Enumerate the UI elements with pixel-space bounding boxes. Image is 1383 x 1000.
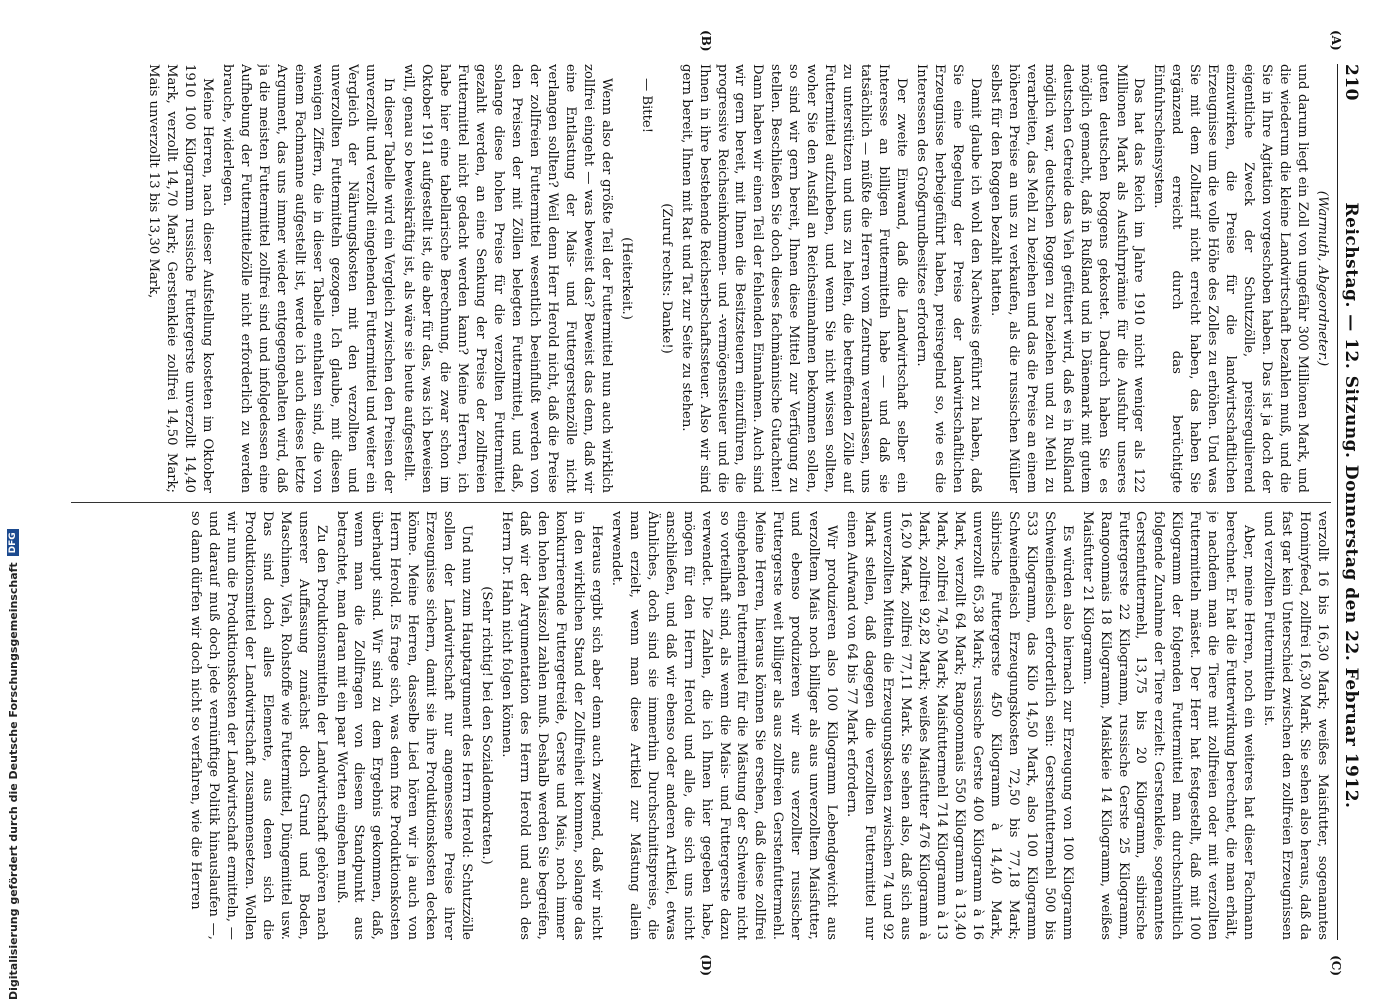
speaker-line: (Warmuth, Abgeordneter.) [1315,190,1330,367]
page-title: Reichstag. — 12. Sitzung. Donnerstag den 22. Februar 1912. [1341,202,1361,809]
page-header [1337,64,1361,940]
interjection: (Heiterkeit.) [618,237,634,320]
margin-mark-c: (C) [1329,955,1343,976]
paragraph: Es würden also hiernach zur Erzeugung von 100 Kilogramm Schweinefleisch erforderlich sein: Gerstenfuttermehl 500 bis 533 Kilogramm, das Kilo 14,50 Mark, also 100 Kilogramm Schweinefleisch Erzeugungskosten 72,50 bis 77,18 Mark; sibirische Futtergerste 450 Kilogramm à 14,40 Mark, unverzollt 65,38 Mark; russische Gerste 400 Kilogramm à 16 Mark, verzollt 64 Mark; Rangoonmais 550 Kilogramm à 13,40 Mark, zollfrei 74,50 Mark; Maisfuttermehl 714 Kilogramm à 13 Mark, zollfrei 92,82 Mark; weißes Maisfutter 476 Kilogramm à 16,20 Mark, zollfrei 77,11 Mark. Sie sehen also, daß sich aus unverzollten Mitteln die Erzeugungskosten zwischen 74 und 92 Mark stellen, daß dagegen die verzollten Futtermittel nur einen Aufwand von 64 bis 77 Mark erfordern. [844,511,1075,940]
paragraph: Das hat das Reich im Jahre 1910 nicht weniger als 122 Millionen Mark als Ausfuhrprämie für die Ausfuhr unseres guten deutschen Roggens gekostet. Dadurch haben Sie es möglich gemacht, daß in Rußland und in Dänemark mit gutem deutschen Getreide das Vieh gefüttert wird, daß es in Rußland möglich war, deutschen Roggen zu beziehen und zu Mehl zu verarbeiten, das Mehl zu beziehen und das die Preise an einem höheren Preise an uns zu verkaufen, als die russischen Müller selbst für den Roggen bezahlt hatten. [987,64,1147,493]
paragraph: In dieser Tabelle wird ein Vergleich zwischen den Preisen der unverzollt und verzollt eingehenden Futtermittel und weiter ein Vergleich der Nährungskosten mit den verzollten und unverzollten Futtermitteln gezogen. Ich glaube, mit diesen wenigen Ziffern, die in dieser Tabelle enthalten sind, die von einem Fachmanne aufgestellt ist, werde ich auch dieses letzte Argument, das uns immer wieder entgegengehalten wird, daß ja die meisten Futtermittel zollfrei sind und infolgedessen eine Aufhebung der Futtermittelzölle nicht erforderlich zu werden brauche, widerlegen. [219,64,397,493]
paragraph: Der zweite Einwand, daß die Landwirtschaft selber ein Interesse an billigen Futtermitteln habe — und daß sie tatsächlich — müßte die Herren vom Zentrum veranlassen, uns zu unterstützen und uns zu helfen, die betreffenden Zölle auf Futtermittel aufzuheben, und wenn Sie nicht wissen sollten, woher Sie den Ausfall an Reichseinnahmen bekommen sollen, so sind wir gern bereit, Ihnen diese Mittel zur Verfügung zu stellen. Beschließen Sie doch dieses fachmännische Gutachten! Dann haben wir einen Teil der fehlenden Einnahmen. Auch sind wir gern bereit, mit Ihnen die Besitzsteuern einzuführen, die progressive Reichseinkommen- und -vermögenssteuer und die Ihnen in ihre bestehende Reichserbschaftssteuer. Also wir sind gern bereit, Ihnen mit Rat und Tat zur Seite zu stehen. [678,64,910,493]
interjection: (Sehr richtig! bei den Sozialdemokraten.) [479,586,495,865]
dfg-logo: DFG [7,529,19,556]
credit-text: Digitalisierung gefördert durch die Deutsche Forschungsgemeinschaft [6,562,20,1000]
paragraph: Und nun zum Hauptargument des Herrn Herold: Schutzzölle sollen der Landwirtschaft nur angemessene Preise ihrer Erzeugnisse sichern, damit sie ihre Produktionskosten decken könne. Meine Herren, dasselbe Lied hören wir ja auch von Herrn Herold. Es frage sich, was denn fixe Produktionskosten überhaupt sind. Wir sind zu dem Ergebnis gekommen, daß, wenn man die Zollfragen von diesem Standpunkt aus betrachtet, man daran mit ein paar Worten eingehen muß. [333,511,475,940]
document-page [25,0,1383,1000]
paragraph: und darum liegt ein Zoll von ungefähr 300 Millionen Mark, und die wiederum die kleine Landwirtschaft bezahlen muß, und die Sie in Ihre Agitation vorgeschoben haben. Das ist ja doch der eigentliche Zweck der Schutzzölle, preisregulierend einzuwirken, die Preise für die landwirtschaftlichen Erzeugnisse um die volle Höhe des Zolles zu erhöhen. Und was Sie mit dem Zolltarif nicht erreicht haben, das haben Sie ergänzend erreicht durch das berüchtigte Einfuhrscheinsystem. [1151,64,1311,493]
paragraph: Wenn also der größte Teil der Futtermittel nun auch wirklich zollfrei eingeht — was beweist das? Beweist das denn, daß wir eine Entlastung der Mais- und Futtergerstenzölle nicht verlangen sollten? Weil denn Herr Herold nicht, daß die Preise der zollfreien Futtermittel wesentlich beeinflußt werden von den Preisen der mit Zöllen belegten Futtermittel, und daß, solange diese hohen Preise für die verzollten Futtermittel gezahlt werden, an eine Senkung der Preise der zollfreien Futtermittel nicht gedacht werden kann? Meine Herren, ich habe hier eine tabellarische Berechnung, die zwar schon im Oktober 1911 aufgestellt ist, die aber für das, was ich beweisen will, genau so beweiskräftig ist, als wäre sie heute aufgestellt. [401,64,614,493]
text-columns [71,64,1331,940]
interjection: (Zuruf rechts: Danke!) [658,203,674,354]
paragraph: Aber, meine Herren, noch ein weiteres hat dieser Fachmann berechnet. Er hat die Futterwirkung berechnet, die man erhält, je nachdem man die Tiere mit zollfreien oder mit verzollten Futtermitteln mästet. Der Herr hat festgestellt, daß mit 100 Kilogramm der folgenden Futtermittel man durchschnittlich folgende Zunahme der Tiere erzielt: Gerstenkleie, sogenanntes Gerstenfuttermehl, 13,75 bis 20 Kilogramm, sibirische Futtergerste 22 Kilogramm, russische Gerste 25 Kilogramm, Rangoonmais 18 Kilogramm, Maiskleie 14 Kilogramm, weißes Maisfutter 21 Kilogramm. [1079,511,1257,940]
margin-mark-d: (D) [699,954,713,976]
margin-mark-a: (A) [1329,30,1343,51]
paragraph: Wir produzieren also 100 Kilogramm Lebendgewicht aus verzolltem Mais noch billiger als aus unverzolltem Maisfutter, und ebenso produzieren wir aus verzollter russischer Futtergerste weit billiger als aus zollfreien Gerstenfuttermehl. Meine Herren, hieraus können Sie ersehen, daß diese zollfrei eingehenden Futtermittel für die Mästung der Schweine nicht so vorteilhaft sind, als wenn die Mais- und Futtergerste dazu verwendet. Die Zahlen, die ich Ihnen hier gegeben habe, mögen für den Herrn Herold und alle, die sich uns nicht anschließen, und daß wir ebenso oder anderen Artikel, etwas Ähnliches, doch sind sie immerhin Durchschnittspreise, die man erzielt, wenn man diese Artikel zur Mästung allein verwendet. [608,511,840,940]
digitization-credit [2,532,24,1000]
paragraph: Zu den Produktionsmitteln der Landwirtschaft gehören nach unserer Auffassung zunächst doch Grund und Boden, Maschinen, Vieh, Rohstoffe wie Futtermittel, Düngemittel usw. Das sind doch alles Elemente, aus denen sich die Produktionsmittel der Landwirtschaft zusammensetzen. Wollen wir nun die Produktionskosten der Landwirtschaft ermitteln, — und darauf muß doch jede vernünftige Politik hinauslaufen —, so dann dürfen wir doch nicht so verfahren, wie die Herren [187,511,329,940]
paragraph: Heraus ergibt sich aber denn auch zwingend, daß wir nicht in den wirklichen Stand der Zollfreiheit kommen, solange das konkurrierende Futtergetreide, Gerste und Mais, noch immer den hohen Maiszoll zahlen muß. Deshalb werden Sie begreifen, daß wir der Argumentation des Herrn Herold und auch des Herrn Dr. Hahn nicht folgen können. [499,511,604,940]
page-number: 210 [1341,64,1361,101]
paragraph: Meine Herren, nach dieser Aufstellung kosteten im Oktober 1910 100 Kilogramm russische Futtergerste unverzollt 14,40 Mark, verzollt 14,70 Mark; Gerstenkleie zollfrei 14,50 Mark; Mais unverzollt 13 bis 13,30 Mark, [146,64,215,493]
paragraph: Damit glaube ich wohl den Nachweis geführt zu haben, daß Sie eine Regelung der Preise der landwirtschaftlichen Erzeugnisse herbeigeführt haben, preisregelnd so, wie es die Interessen des Großgrundbesitzes erfordern. [914,64,983,493]
left-column [71,64,1331,493]
paragraph: — Bitte! [638,78,654,133]
right-column [71,511,1331,940]
margin-mark-b: (B) [699,30,713,52]
paragraph: verzollt 16 bis 16,30 Mark; weißes Maisfutter, sogenanntes Hominyfeed, zollfrei 16,30 Mark. Sie sehen also heraus, daß da fast gar kein Unterschied zwischen den zollfreien Erzeugnissen und verzollten Futtermitteln ist. [1261,511,1330,940]
